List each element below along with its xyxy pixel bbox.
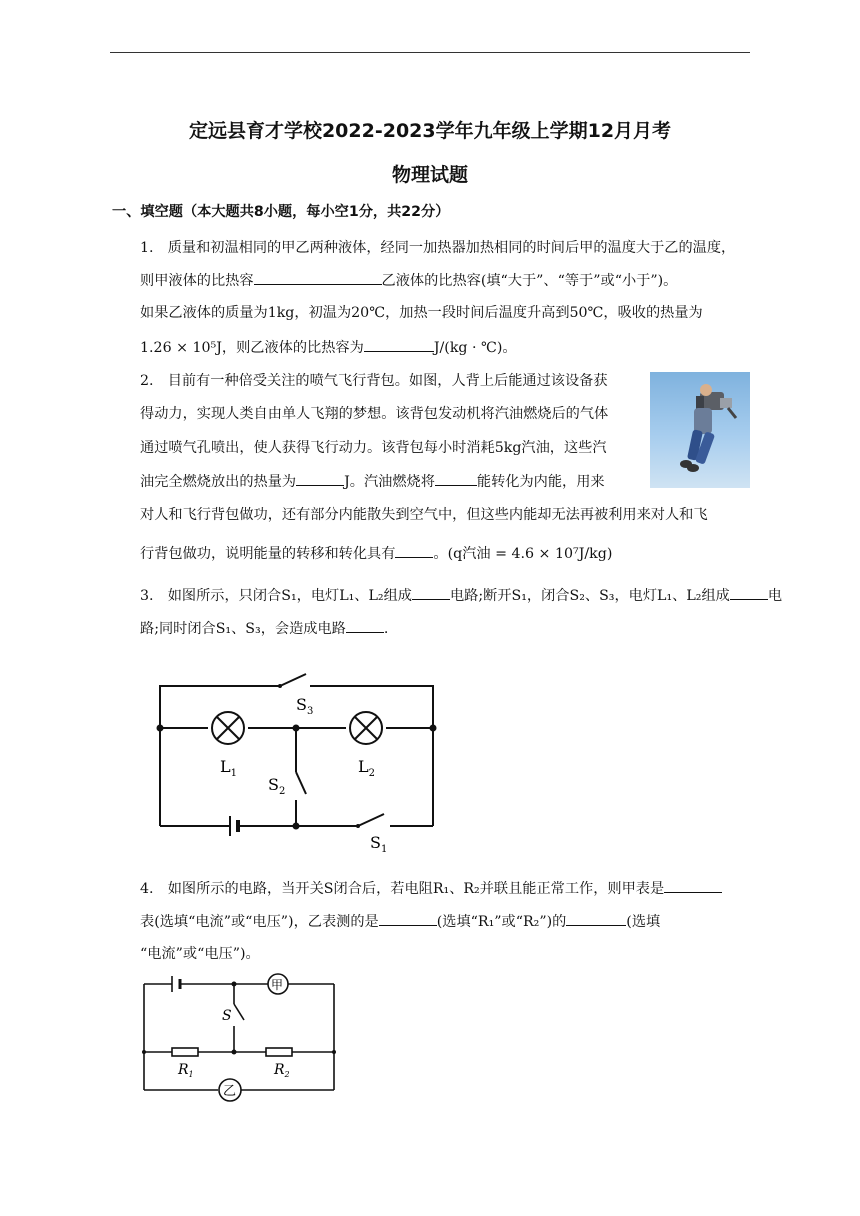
- q4-line3: “电流”或“电压”)。: [140, 946, 260, 962]
- q3-line1: [140, 585, 782, 606]
- label-s2: $S_2$: [268, 775, 286, 797]
- q1-text: 1.26 × 10⁵J，则乙液体的比热容为: [140, 340, 364, 356]
- label-r1: $R_1$: [178, 1062, 194, 1079]
- q2-text: 行背包做功，说明能量的转移和转化具有: [140, 546, 396, 562]
- q2-line6: [140, 543, 612, 564]
- label-r2: $R_2$: [274, 1062, 290, 1079]
- q1-line4: [140, 337, 517, 358]
- q3-text: 电: [767, 588, 783, 604]
- q1-text: 乙液体的比热容(填“大于”、“等于”或“小于”)。: [381, 273, 678, 289]
- q2-line1: 2. 目前有一种倍受关注的喷气飞行背包。如图，人背上后能通过该设备获: [140, 373, 608, 389]
- circuit-diagram-2: [138, 970, 344, 1110]
- q2-line3: 通过喷气孔喷出，使人获得飞行动力。该背包每小时消耗5kg汽油，这些汽: [140, 440, 607, 456]
- q3-text: 3. 如图所示，只闭合S₁，电灯L₁、L₂组成: [140, 588, 412, 604]
- label-l1: $L_1$: [220, 757, 237, 779]
- q2-text: 能转化为内能，用来: [476, 474, 605, 490]
- jetpack-photo: [650, 372, 750, 488]
- label-s1: $S_1$: [370, 833, 388, 855]
- q3-text: .: [383, 621, 389, 637]
- answer-blank[interactable]: [296, 471, 344, 486]
- label-switch-s: S: [222, 1008, 232, 1024]
- q2-text: 。(q汽油 = 4.6 × 10⁷J/kg): [433, 546, 613, 562]
- q1-line1: 1. 质量和初温相同的甲乙两种液体，经同一加热器加热相同的时间后甲的温度大于乙的温度，: [140, 240, 736, 256]
- jetpack-person-image: [650, 372, 750, 488]
- label-l2: $L_2$: [358, 757, 375, 779]
- q3-text: 路;同时闭合S₁、S₃，会造成电路: [140, 621, 346, 637]
- answer-blank[interactable]: [566, 911, 626, 926]
- q1-line3: 如果乙液体的质量为1kg，初温为20℃，加热一段时间后温度升高到50℃，吸收的热量为: [140, 305, 703, 321]
- meter-jia-label: 甲: [271, 978, 284, 992]
- answer-blank[interactable]: [412, 585, 450, 600]
- q2-line2: 得动力，实现人类自由单人飞翔的梦想。该背包发动机将汽油燃烧后的气体: [140, 406, 609, 422]
- q4-line2: [140, 911, 660, 932]
- meter-yi-label: 乙: [223, 1084, 237, 1099]
- answer-blank[interactable]: [254, 270, 382, 285]
- q2-line4: [140, 471, 605, 492]
- q4-text: 4. 如图所示的电路，当开关S闭合后，若电阻R₁、R₂并联且能正常工作，则甲表是: [140, 881, 665, 897]
- answer-blank[interactable]: [379, 911, 437, 926]
- page-subtitle: 物理试题: [391, 164, 468, 186]
- q4-line1: [140, 878, 722, 899]
- circuit-diagram-1: [150, 668, 450, 860]
- q1-text: 则甲液体的比热容: [140, 273, 254, 289]
- q4-text: (选填: [626, 914, 661, 930]
- q1-line2: [140, 270, 677, 291]
- q2-text: J。汽油燃烧将: [344, 474, 435, 490]
- q3-text: 电路;断开S₁，闭合S₂、S₃，电灯L₁、L₂组成: [449, 588, 730, 604]
- answer-blank[interactable]: [346, 618, 384, 633]
- section-heading: 一、填空题（本大题共8小题，每小空1分，共22分）: [112, 204, 450, 220]
- answer-blank[interactable]: [395, 543, 433, 558]
- q2-line5: 对人和飞行背包做功，还有部分内能散失到空气中，但这些内能却无法再被利用来对人和飞: [140, 507, 708, 523]
- label-s3: $S_3$: [296, 695, 314, 717]
- answer-blank[interactable]: [364, 337, 434, 352]
- q2-text: 油完全燃烧放出的热量为: [140, 474, 297, 490]
- q3-line2: [140, 618, 388, 639]
- answer-blank[interactable]: [664, 878, 722, 893]
- q4-text: 表(选填“电流”或“电压”)，乙表测的是: [140, 914, 379, 930]
- q1-text: J/(kg · ℃)。: [433, 340, 517, 356]
- page-title: 定远县育才学校2022-2023学年九年级上学期12月月考: [188, 120, 672, 142]
- answer-blank[interactable]: [730, 585, 768, 600]
- answer-blank[interactable]: [435, 471, 477, 486]
- q4-text: (选填“R₁”或“R₂”)的: [436, 914, 567, 930]
- header-rule: [110, 52, 750, 53]
